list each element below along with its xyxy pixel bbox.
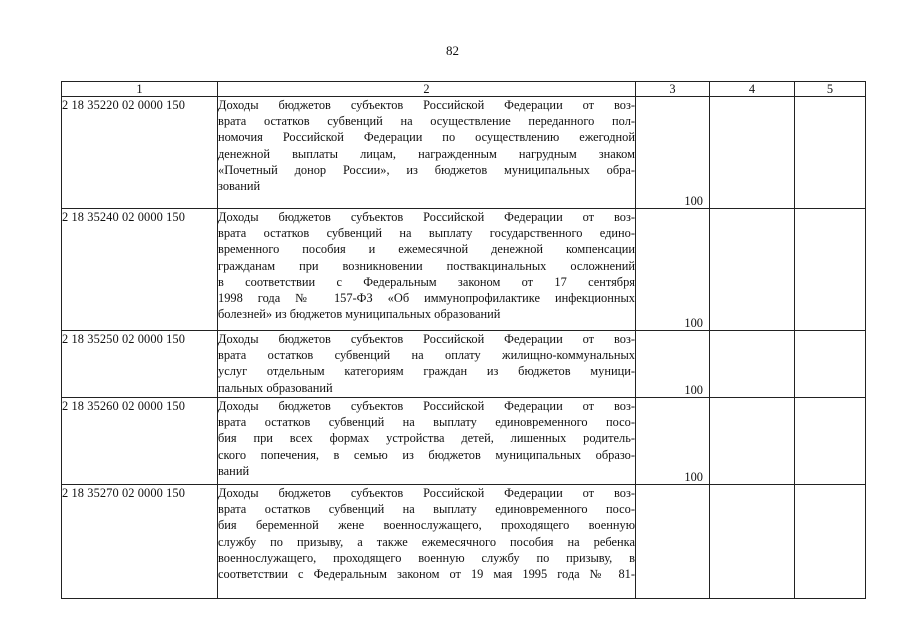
description-line: Доходы бюджетов субъектов Российской Федерации от воз- [218,98,635,112]
description-line: военнослужащего, проходящего военную службу по призыву, в [218,550,635,565]
col5-cell [795,398,866,485]
header-col-2: 2 [218,82,636,97]
header-col-3: 3 [636,82,710,97]
revenue-description [218,485,636,599]
amount-value: 100 [684,316,703,330]
description-line: пальных образований [218,380,333,395]
revenue-code: 2 18 35270 02 0000 150 [62,485,218,599]
col5-cell [795,485,866,599]
amount-cell [636,209,710,331]
revenue-description [218,398,636,485]
description-line: номочия Российской Федерации по осуществлению ежегодной [218,130,635,145]
description-line: Доходы бюджетов субъектов Российской Федерации от воз- [218,210,635,224]
description-line: в соответствии с Федеральным законом от 17 сентября [218,274,635,289]
description-line: 1998 года № 157-ФЗ «Об иммунопрофилактике инфекционных [218,291,635,306]
table-row [62,398,866,485]
amount-value: 100 [684,383,703,397]
revenue-code: 2 18 35240 02 0000 150 [62,209,218,331]
col4-cell [710,97,795,209]
header-col-5: 5 [795,82,866,97]
table-row [62,331,866,398]
revenue-code: 2 18 35260 02 0000 150 [62,398,218,485]
revenue-description [218,97,636,209]
col4-cell [710,485,795,599]
description-line: бия беременной жене военнослужащего, проходящего военную [218,518,635,533]
col5-cell [795,331,866,398]
col5-cell [795,209,866,331]
header-col-1: 1 [62,82,218,97]
amount-cell [636,97,710,209]
col4-cell [710,398,795,485]
amount-cell [636,398,710,485]
description-line: службу по призыву, а также ежемесячного пособия на ребенка [218,534,635,549]
revenue-code: 2 18 35220 02 0000 150 [62,97,218,209]
description-line: «Почетный донор России», из бюджетов муниципальных обра- [218,162,635,177]
description-line: ваний [218,463,250,478]
amount-cell [636,331,710,398]
table-row [62,485,866,599]
description-line: услуг отдельным категориям граждан из бюджетов муници- [218,364,635,379]
revenue-description [218,331,636,398]
col5-cell [795,97,866,209]
table-row [62,97,866,209]
description-line: гражданам при возникновении поствакцинальных осложнений [218,258,635,273]
table-row [62,209,866,331]
description-line: денежной выплаты лицам, награжденным нагрудным знаком [218,146,635,161]
description-line: временного пособия и ежемесячной денежной компенсации [218,242,635,257]
description-line: врата остатков субвенций на выплату единовременного посо- [218,502,635,517]
description-line: Доходы бюджетов субъектов Российской Федерации от воз- [218,332,635,346]
budget-revenue-table [61,81,866,599]
col4-cell [710,209,795,331]
description-line: врата остатков субвенций на оплату жилищно-коммунальных [218,348,635,363]
description-line: болезней» из бюджетов муниципальных образований [218,307,501,322]
header-col-4: 4 [710,82,795,97]
description-line: Доходы бюджетов субъектов Российской Федерации от воз- [218,399,635,413]
description-line: врата остатков субвенций на выплату государственного едино- [218,226,635,241]
amount-value: 100 [684,470,703,484]
description-line: зований [218,179,261,194]
revenue-code: 2 18 35250 02 0000 150 [62,331,218,398]
col4-cell [710,331,795,398]
description-line: ского попечения, в семью из бюджетов муниципальных образо- [218,447,635,462]
description-line: бия при всех формах устройства детей, лишенных родитель- [218,431,635,446]
description-line: врата остатков субвенций на выплату единовременного посо- [218,415,635,430]
page-number: 82 [446,43,459,58]
amount-cell [636,485,710,599]
description-line: соответствии с Федеральным законом от 19 мая 1995 года № 81- [218,567,635,582]
description-line: Доходы бюджетов субъектов Российской Федерации от воз- [218,486,635,500]
description-line: врата остатков субвенций на осуществление переданного пол- [218,114,635,129]
amount-value: 100 [684,194,703,208]
revenue-description [218,209,636,331]
header-row [62,82,866,97]
